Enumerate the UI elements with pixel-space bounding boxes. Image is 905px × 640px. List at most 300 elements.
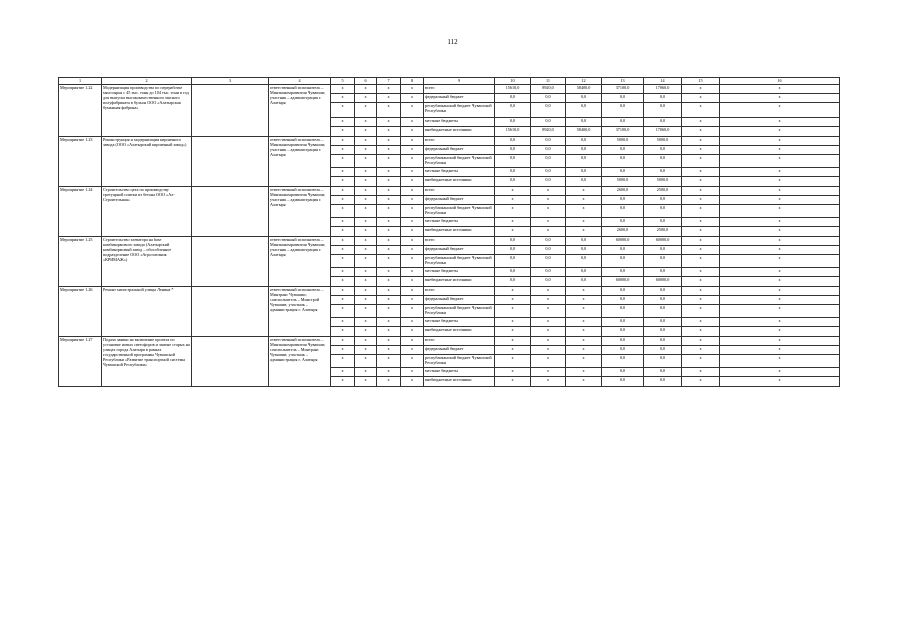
value-cell: x xyxy=(495,337,531,346)
value-cell: x xyxy=(720,205,840,218)
value-cell: x xyxy=(401,237,424,246)
value-cell: 8920,0 xyxy=(531,127,566,137)
value-cell: 0,0 xyxy=(644,318,682,327)
value-cell: x xyxy=(377,127,401,137)
value-cell: x xyxy=(720,127,840,137)
value-cell: x xyxy=(682,318,720,327)
value-cell: 0,0 xyxy=(566,177,602,187)
funding-source: местные бюджеты xyxy=(424,318,495,327)
value-cell: x xyxy=(495,218,531,227)
funding-source: местные бюджеты xyxy=(424,168,495,177)
value-cell: x xyxy=(401,196,424,205)
table-row xyxy=(59,237,840,246)
value-cell: 0,0 xyxy=(531,168,566,177)
value-cell: x xyxy=(401,318,424,327)
value-cell: 0,0 xyxy=(566,246,602,255)
value-cell: x xyxy=(401,177,424,187)
value-cell: x xyxy=(355,287,377,296)
value-cell: x xyxy=(355,146,377,155)
value-cell: x xyxy=(531,218,566,227)
value-cell: 5000,0 xyxy=(602,177,644,187)
event-name: Строительство элеватора на base комбикормового завода (Алатырский комбикормовый завод – обособленное подразделение ООО «Агросоюзник «КРИМАЖ») xyxy=(102,237,192,287)
value-cell: x xyxy=(495,205,531,218)
value-cell: x xyxy=(377,377,401,387)
value-cell: x xyxy=(401,155,424,168)
value-cell: x xyxy=(401,118,424,127)
event-code: Мероприятие 1.25 xyxy=(59,237,102,287)
funding-source: республиканский бюджет Чувашской Республики xyxy=(424,155,495,168)
value-cell: 60000,0 xyxy=(602,277,644,287)
funding-source: федеральный бюджет xyxy=(424,196,495,205)
value-cell: x xyxy=(355,237,377,246)
value-cell: x xyxy=(531,368,566,377)
value-cell: x xyxy=(495,377,531,387)
funding-source: всего xyxy=(424,137,495,146)
header-cell: 16 xyxy=(720,78,840,85)
value-cell: x xyxy=(720,327,840,337)
header-cell: 10 xyxy=(495,78,531,85)
value-cell: x xyxy=(682,146,720,155)
value-cell: 0,0 xyxy=(566,155,602,168)
value-cell: x xyxy=(531,327,566,337)
funding-source: республиканский бюджет Чувашской Республики xyxy=(424,255,495,268)
value-cell: 0,0 xyxy=(602,118,644,127)
value-cell: 0,0 xyxy=(495,246,531,255)
value-cell: x xyxy=(377,327,401,337)
value-cell: x xyxy=(720,168,840,177)
value-cell: x xyxy=(720,337,840,346)
value-cell: x xyxy=(531,346,566,355)
header-cell: 15 xyxy=(682,78,720,85)
value-cell: x xyxy=(331,237,355,246)
value-cell: 0,0 xyxy=(566,137,602,146)
value-cell: x xyxy=(355,296,377,305)
value-cell: x xyxy=(566,327,602,337)
value-cell: 5000,0 xyxy=(644,137,682,146)
value-cell: x xyxy=(566,296,602,305)
value-cell: 0,0 xyxy=(644,377,682,387)
value-cell: x xyxy=(331,337,355,346)
value-cell: x xyxy=(495,318,531,327)
value-cell: x xyxy=(355,155,377,168)
header-cell: 6 xyxy=(355,78,377,85)
header-cell: 3 xyxy=(192,78,269,85)
value-cell: 0,0 xyxy=(602,355,644,368)
value-cell: x xyxy=(377,277,401,287)
value-cell: x xyxy=(566,305,602,318)
value-cell: x xyxy=(331,287,355,296)
value-cell: 0,0 xyxy=(644,146,682,155)
value-cell: x xyxy=(531,296,566,305)
value-cell: x xyxy=(377,196,401,205)
value-cell: x xyxy=(377,287,401,296)
value-cell: x xyxy=(355,187,377,196)
value-cell: x xyxy=(401,255,424,268)
value-cell: 0,0 xyxy=(495,177,531,187)
value-cell: 60000,0 xyxy=(602,237,644,246)
value-cell: 0,0 xyxy=(566,118,602,127)
funding-source: федеральный бюджет xyxy=(424,346,495,355)
value-cell: x xyxy=(682,94,720,103)
value-cell: 0,0 xyxy=(495,255,531,268)
value-cell: 0,0 xyxy=(602,205,644,218)
value-cell: 0,0 xyxy=(602,103,644,118)
event-name: Строительство цеха по производству тротуарной плитки из бетона ООО «Ал-Строительная» xyxy=(102,187,192,237)
value-cell: 2500,0 xyxy=(644,187,682,196)
value-cell: x xyxy=(401,296,424,305)
value-cell: x xyxy=(355,346,377,355)
value-cell: 0,0 xyxy=(602,327,644,337)
value-cell: x xyxy=(566,355,602,368)
value-cell: 58400,0 xyxy=(566,85,602,94)
value-cell: x xyxy=(682,168,720,177)
value-cell: x xyxy=(401,268,424,277)
value-cell: x xyxy=(377,94,401,103)
value-cell: x xyxy=(355,205,377,218)
event-name: Ремонт магистральной улицы Ленина * xyxy=(102,287,192,337)
value-cell: x xyxy=(377,103,401,118)
value-cell: x xyxy=(682,196,720,205)
event-name: Реконструкция и модернизация кирпичного завода (ООО «Алатырский кирпичный завод») xyxy=(102,137,192,187)
value-cell: x xyxy=(720,118,840,127)
value-cell: 0,0 xyxy=(602,168,644,177)
value-cell: 0,0 xyxy=(566,268,602,277)
value-cell: x xyxy=(401,305,424,318)
value-cell: x xyxy=(355,246,377,255)
value-cell: 0,0 xyxy=(495,237,531,246)
value-cell: x xyxy=(377,296,401,305)
value-cell: x xyxy=(331,227,355,237)
value-cell: x xyxy=(401,94,424,103)
value-cell: 0,0 xyxy=(644,305,682,318)
value-cell: x xyxy=(355,94,377,103)
header-cell: 2 xyxy=(102,78,192,85)
value-cell: 0,0 xyxy=(644,255,682,268)
value-cell: x xyxy=(401,346,424,355)
value-cell: x xyxy=(377,268,401,277)
funding-source: республиканский бюджет Чувашской Республики xyxy=(424,305,495,318)
funding-source: внебюджетные источники xyxy=(424,277,495,287)
event-code: Мероприятие 1.27 xyxy=(59,337,102,387)
value-cell: 0,0 xyxy=(644,287,682,296)
value-cell: 17060,0 xyxy=(644,127,682,137)
value-cell: x xyxy=(531,187,566,196)
value-cell: x xyxy=(720,187,840,196)
value-cell: x xyxy=(331,277,355,287)
value-cell: x xyxy=(401,137,424,146)
value-cell: x xyxy=(682,346,720,355)
value-cell: 0,0 xyxy=(602,318,644,327)
table-row xyxy=(59,287,840,296)
value-cell: x xyxy=(566,205,602,218)
value-cell: x xyxy=(355,196,377,205)
value-cell: x xyxy=(355,168,377,177)
funding-source: внебюджетные источники xyxy=(424,127,495,137)
value-cell: x xyxy=(720,255,840,268)
value-cell: x xyxy=(720,268,840,277)
value-cell: x xyxy=(531,305,566,318)
value-cell: x xyxy=(331,118,355,127)
value-cell: 0,0 xyxy=(566,277,602,287)
value-cell: x xyxy=(331,296,355,305)
value-cell: 0,0 xyxy=(495,146,531,155)
value-cell: 0,0 xyxy=(602,346,644,355)
value-cell: x xyxy=(495,368,531,377)
value-cell: x xyxy=(566,346,602,355)
value-cell: 2600,0 xyxy=(602,187,644,196)
value-cell: x xyxy=(377,246,401,255)
value-cell: x xyxy=(720,305,840,318)
value-cell: x xyxy=(682,327,720,337)
value-cell: 0,0 xyxy=(566,94,602,103)
value-cell: x xyxy=(377,355,401,368)
value-cell: 0,0 xyxy=(602,337,644,346)
value-cell: 0,0 xyxy=(602,268,644,277)
value-cell: x xyxy=(331,94,355,103)
value-cell: x xyxy=(331,85,355,94)
header-cell: 7 xyxy=(377,78,401,85)
empty-cell xyxy=(192,337,269,387)
value-cell: 60000,0 xyxy=(644,277,682,287)
value-cell: 0,0 xyxy=(602,218,644,227)
value-cell: 0,0 xyxy=(644,327,682,337)
executor: ответственный исполнитель – Минэкономразвития Чувашии; участник – администрация г. Алатыря xyxy=(269,85,331,137)
value-cell: x xyxy=(401,246,424,255)
value-cell: x xyxy=(495,305,531,318)
value-cell: x xyxy=(682,118,720,127)
value-cell: x xyxy=(566,227,602,237)
funding-source: местные бюджеты xyxy=(424,368,495,377)
value-cell: 0,0 xyxy=(495,94,531,103)
value-cell: x xyxy=(377,168,401,177)
value-cell: x xyxy=(682,337,720,346)
value-cell: 0,0 xyxy=(495,168,531,177)
value-cell: 37100,0 xyxy=(602,127,644,137)
table-row xyxy=(59,337,840,346)
value-cell: x xyxy=(355,227,377,237)
value-cell: x xyxy=(331,187,355,196)
value-cell: x xyxy=(720,368,840,377)
value-cell: x xyxy=(401,205,424,218)
value-cell: x xyxy=(331,368,355,377)
value-cell: 0,0 xyxy=(531,103,566,118)
value-cell: x xyxy=(682,355,720,368)
value-cell: x xyxy=(682,103,720,118)
funding-source: всего xyxy=(424,237,495,246)
value-cell: x xyxy=(331,205,355,218)
value-cell: x xyxy=(495,327,531,337)
value-cell: 0,0 xyxy=(495,103,531,118)
event-code: Мероприятие 1.26 xyxy=(59,287,102,337)
value-cell: x xyxy=(331,177,355,187)
value-cell: 0,0 xyxy=(495,118,531,127)
value-cell: x xyxy=(682,237,720,246)
value-cell: x xyxy=(331,218,355,227)
value-cell: x xyxy=(495,227,531,237)
executor: ответственный исполнитель – Минэкономразвития Чувашии; соисполнитель – Минтранс Чувашии; участник – администрация г. Алатыря xyxy=(269,337,331,387)
value-cell: 0,0 xyxy=(644,155,682,168)
value-cell: x xyxy=(377,146,401,155)
value-cell: x xyxy=(531,337,566,346)
funding-source: местные бюджеты xyxy=(424,218,495,227)
value-cell: x xyxy=(377,318,401,327)
value-cell: x xyxy=(566,287,602,296)
value-cell: 0,0 xyxy=(531,237,566,246)
value-cell: x xyxy=(720,196,840,205)
value-cell: x xyxy=(401,337,424,346)
value-cell: 0,0 xyxy=(602,146,644,155)
value-cell: 5000,0 xyxy=(644,177,682,187)
value-cell: x xyxy=(331,155,355,168)
value-cell: 0,0 xyxy=(531,268,566,277)
event-name: Подача заявки на включение проекта по установке новых светофоров и замене старых на улицах города Алатыря в рамках государственной программы Чувашской Республики «Развитие транспортной системы Чувашской Республики» xyxy=(102,337,192,387)
value-cell: x xyxy=(355,305,377,318)
value-cell: x xyxy=(682,177,720,187)
value-cell: 0,0 xyxy=(644,94,682,103)
header-cell: 1 xyxy=(59,78,102,85)
value-cell: 0,0 xyxy=(566,168,602,177)
executor: ответственный исполнитель – Минэкономразвития Чувашии; участник – администрация г. Алатыря xyxy=(269,137,331,187)
program-table xyxy=(58,77,840,387)
value-cell: x xyxy=(495,296,531,305)
value-cell: x xyxy=(377,218,401,227)
page-number: 112 xyxy=(447,38,458,46)
value-cell: x xyxy=(331,355,355,368)
value-cell: 0,0 xyxy=(644,196,682,205)
value-cell: 0,0 xyxy=(644,118,682,127)
empty-cell xyxy=(192,137,269,187)
value-cell: x xyxy=(682,205,720,218)
value-cell: x xyxy=(682,287,720,296)
value-cell: x xyxy=(495,187,531,196)
value-cell: x xyxy=(331,168,355,177)
value-cell: x xyxy=(682,85,720,94)
value-cell: 2500,0 xyxy=(644,227,682,237)
value-cell: x xyxy=(720,346,840,355)
header-cell: 13 xyxy=(602,78,644,85)
value-cell: x xyxy=(355,177,377,187)
funding-source: внебюджетные источники xyxy=(424,377,495,387)
value-cell: 0,0 xyxy=(602,196,644,205)
value-cell: x xyxy=(331,377,355,387)
value-cell: 0,0 xyxy=(602,155,644,168)
value-cell: x xyxy=(377,177,401,187)
header-cell: 5 xyxy=(331,78,355,85)
value-cell: x xyxy=(401,287,424,296)
value-cell: x xyxy=(401,377,424,387)
value-cell: x xyxy=(377,227,401,237)
value-cell: x xyxy=(401,368,424,377)
funding-source: республиканский бюджет Чувашской Республики xyxy=(424,355,495,368)
value-cell: x xyxy=(495,196,531,205)
value-cell: x xyxy=(682,246,720,255)
value-cell: x xyxy=(331,318,355,327)
value-cell: x xyxy=(331,196,355,205)
value-cell: x xyxy=(720,103,840,118)
value-cell: x xyxy=(495,346,531,355)
value-cell: x xyxy=(531,227,566,237)
funding-source: всего xyxy=(424,337,495,346)
value-cell: x xyxy=(401,277,424,287)
funding-source: всего xyxy=(424,187,495,196)
value-cell: x xyxy=(682,127,720,137)
value-cell: x xyxy=(377,305,401,318)
value-cell: x xyxy=(720,277,840,287)
executor: ответственный исполнитель – Минэкономразвития Чувашии; участник – администрация г. Алатыря xyxy=(269,187,331,237)
value-cell: x xyxy=(531,377,566,387)
value-cell: x xyxy=(682,305,720,318)
value-cell: x xyxy=(355,255,377,268)
value-cell: x xyxy=(377,118,401,127)
value-cell: x xyxy=(720,318,840,327)
funding-source: республиканский бюджет Чувашской Республики xyxy=(424,205,495,218)
funding-source: местные бюджеты xyxy=(424,118,495,127)
value-cell: x xyxy=(331,305,355,318)
value-cell: 0,0 xyxy=(531,94,566,103)
value-cell: 0,0 xyxy=(531,255,566,268)
funding-source: федеральный бюджет xyxy=(424,146,495,155)
funding-source: внебюджетные источники xyxy=(424,327,495,337)
value-cell: 0,0 xyxy=(644,205,682,218)
value-cell: x xyxy=(531,196,566,205)
value-cell: 17060,0 xyxy=(644,85,682,94)
funding-source: местные бюджеты xyxy=(424,268,495,277)
value-cell: x xyxy=(355,377,377,387)
value-cell: x xyxy=(377,368,401,377)
header-cell: 14 xyxy=(644,78,682,85)
value-cell: x xyxy=(377,187,401,196)
value-cell: x xyxy=(331,255,355,268)
value-cell: 0,0 xyxy=(531,246,566,255)
value-cell: 0,0 xyxy=(602,377,644,387)
value-cell: x xyxy=(377,155,401,168)
value-cell: x xyxy=(377,337,401,346)
value-cell: 5000,0 xyxy=(602,137,644,146)
value-cell: x xyxy=(682,255,720,268)
value-cell: x xyxy=(566,377,602,387)
value-cell: x xyxy=(720,177,840,187)
value-cell: x xyxy=(331,146,355,155)
value-cell: x xyxy=(355,127,377,137)
value-cell: x xyxy=(401,355,424,368)
value-cell: x xyxy=(566,318,602,327)
value-cell: 0,0 xyxy=(531,137,566,146)
value-cell: 0,0 xyxy=(531,118,566,127)
value-cell: 0,0 xyxy=(602,94,644,103)
value-cell: x xyxy=(720,296,840,305)
value-cell: x xyxy=(682,155,720,168)
value-cell: x xyxy=(720,137,840,146)
value-cell: x xyxy=(720,287,840,296)
value-cell: 0,0 xyxy=(644,337,682,346)
value-cell: x xyxy=(531,205,566,218)
value-cell: x xyxy=(331,137,355,146)
value-cell: x xyxy=(531,287,566,296)
value-cell: 0,0 xyxy=(644,355,682,368)
value-cell: 0,0 xyxy=(644,246,682,255)
value-cell: x xyxy=(682,218,720,227)
empty-cell xyxy=(192,187,269,237)
value-cell: x xyxy=(401,327,424,337)
value-cell: 0,0 xyxy=(531,277,566,287)
value-cell: x xyxy=(566,196,602,205)
funding-source: республиканский бюджет Чувашской Республики xyxy=(424,103,495,118)
header-cell: 9 xyxy=(424,78,495,85)
value-cell: 0,0 xyxy=(566,146,602,155)
value-cell: x xyxy=(331,246,355,255)
funding-source: всего xyxy=(424,287,495,296)
value-cell: x xyxy=(720,146,840,155)
